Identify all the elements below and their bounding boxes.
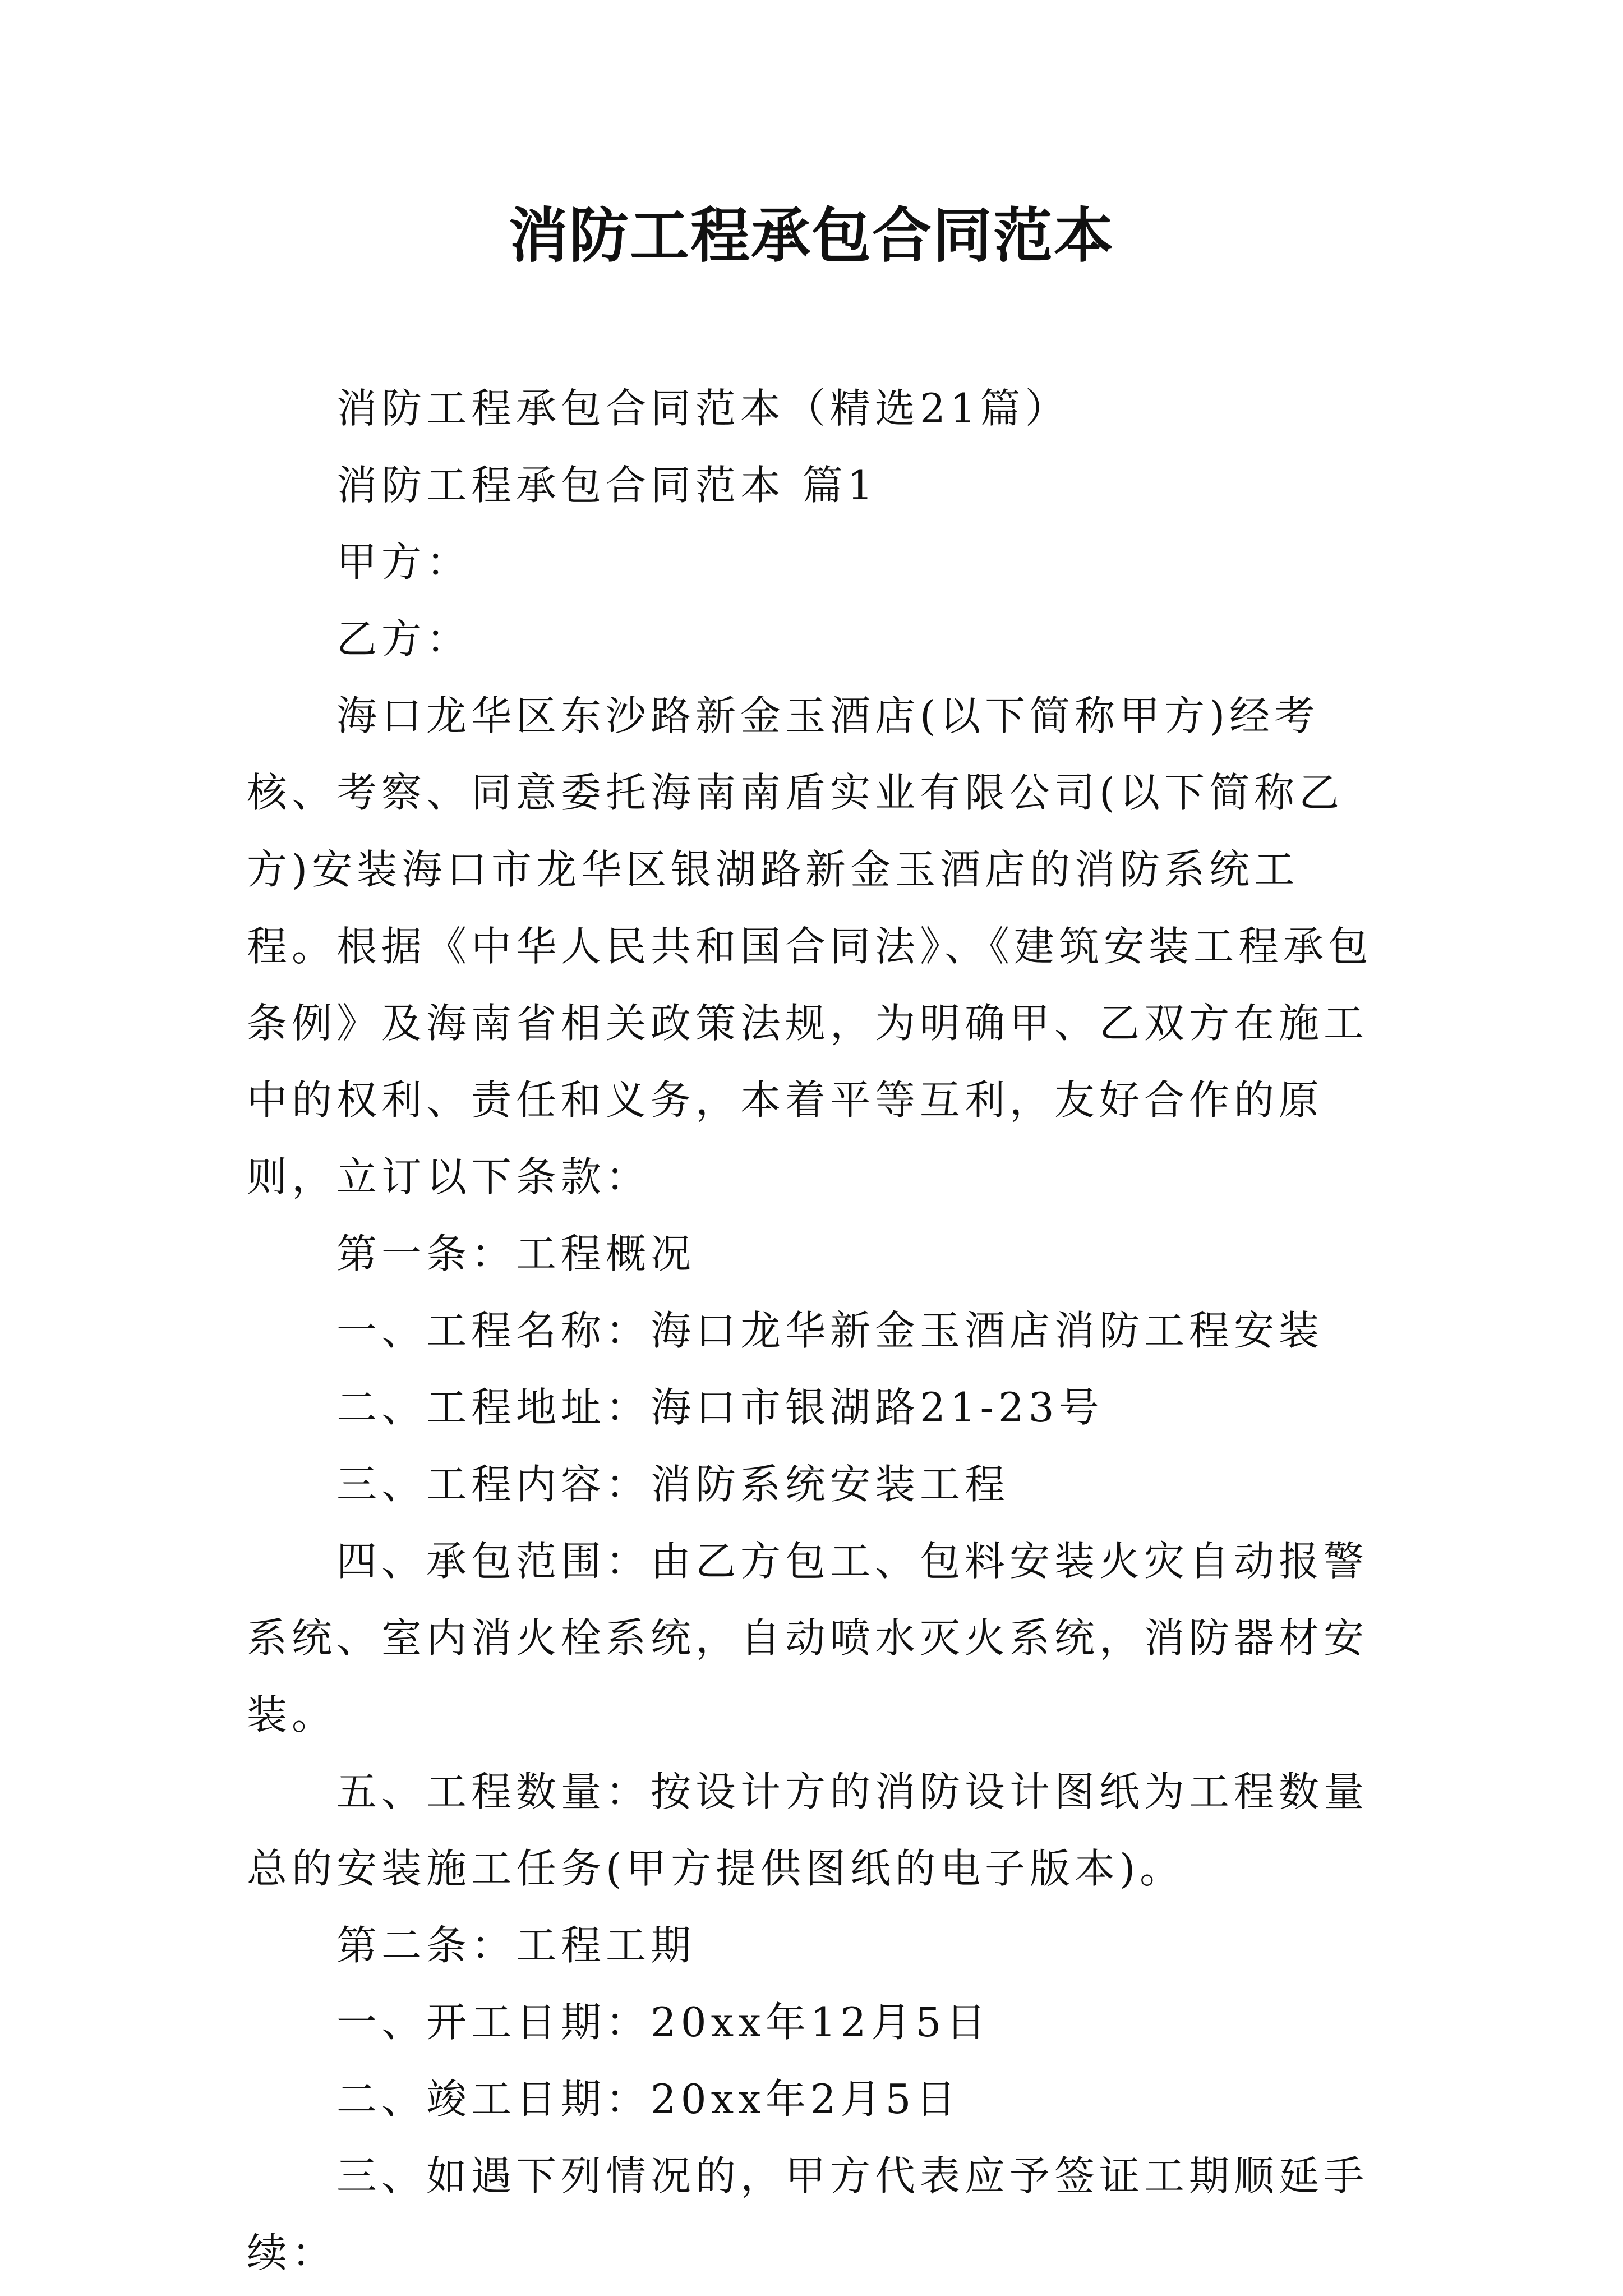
paragraph-scope: 四、承包范围：由乙方包工、包料安装火灾自动报警系统、室内消火栓系统，自动喷水灭火系统，消防器材安装。	[247, 1538, 1369, 1738]
paragraph-project-content: 三、工程内容：消防系统安装工程	[336, 1461, 1010, 1508]
paragraph-end-date: 二、竣工日期：20xx年2月5日	[336, 2076, 961, 2123]
paragraph-subtitle: 消防工程承包合同范本（精选21篇）	[336, 385, 1070, 432]
paragraph-project-name: 一、工程名称：海口龙华新金玉酒店消防工程安装	[336, 1307, 1324, 1354]
paragraph-article-1: 第一条：工程概况	[336, 1230, 696, 1277]
paragraph-section-heading: 消防工程承包合同范本 篇1	[336, 462, 878, 509]
paragraph-article-2: 第二条：工程工期	[336, 1922, 696, 1969]
document-body	[247, 370, 1377, 2292]
paragraph-quantity: 五、工程数量：按设计方的消防设计图纸为工程数量总的安装施工任务(甲方提供图纸的电子版本)。	[247, 1768, 1369, 1892]
paragraph-preamble: 海口龙华区东沙路新金玉酒店(以下简称甲方)经考核、考察、同意委托海南南盾实业有限公司(以下简称乙方)安装海口市龙华区银湖路新金玉酒店的消防系统工程。根据《中华人民共和国合同法》、《建筑安装工程承包条例》及海南省相关政策法规，为明确甲、乙双方在施工中的权利、责任和义务，本着平等互利，友好合作的原则，立订以下条款：	[247, 692, 1373, 1200]
document-title: 消防工程承包合同范本	[509, 200, 1114, 270]
paragraph-project-address: 二、工程地址：海口市银湖路21-23号	[336, 1384, 1104, 1431]
paragraph-party-a: 甲方：	[336, 539, 472, 586]
paragraph-extension: 三、如遇下列情况的，甲方代表应予签证工期顺延手续：	[247, 2152, 1369, 2276]
paragraph-party-b: 乙方：	[336, 615, 472, 662]
paragraph-start-date: 一、开工日期：20xx年12月5日	[336, 1999, 991, 2046]
